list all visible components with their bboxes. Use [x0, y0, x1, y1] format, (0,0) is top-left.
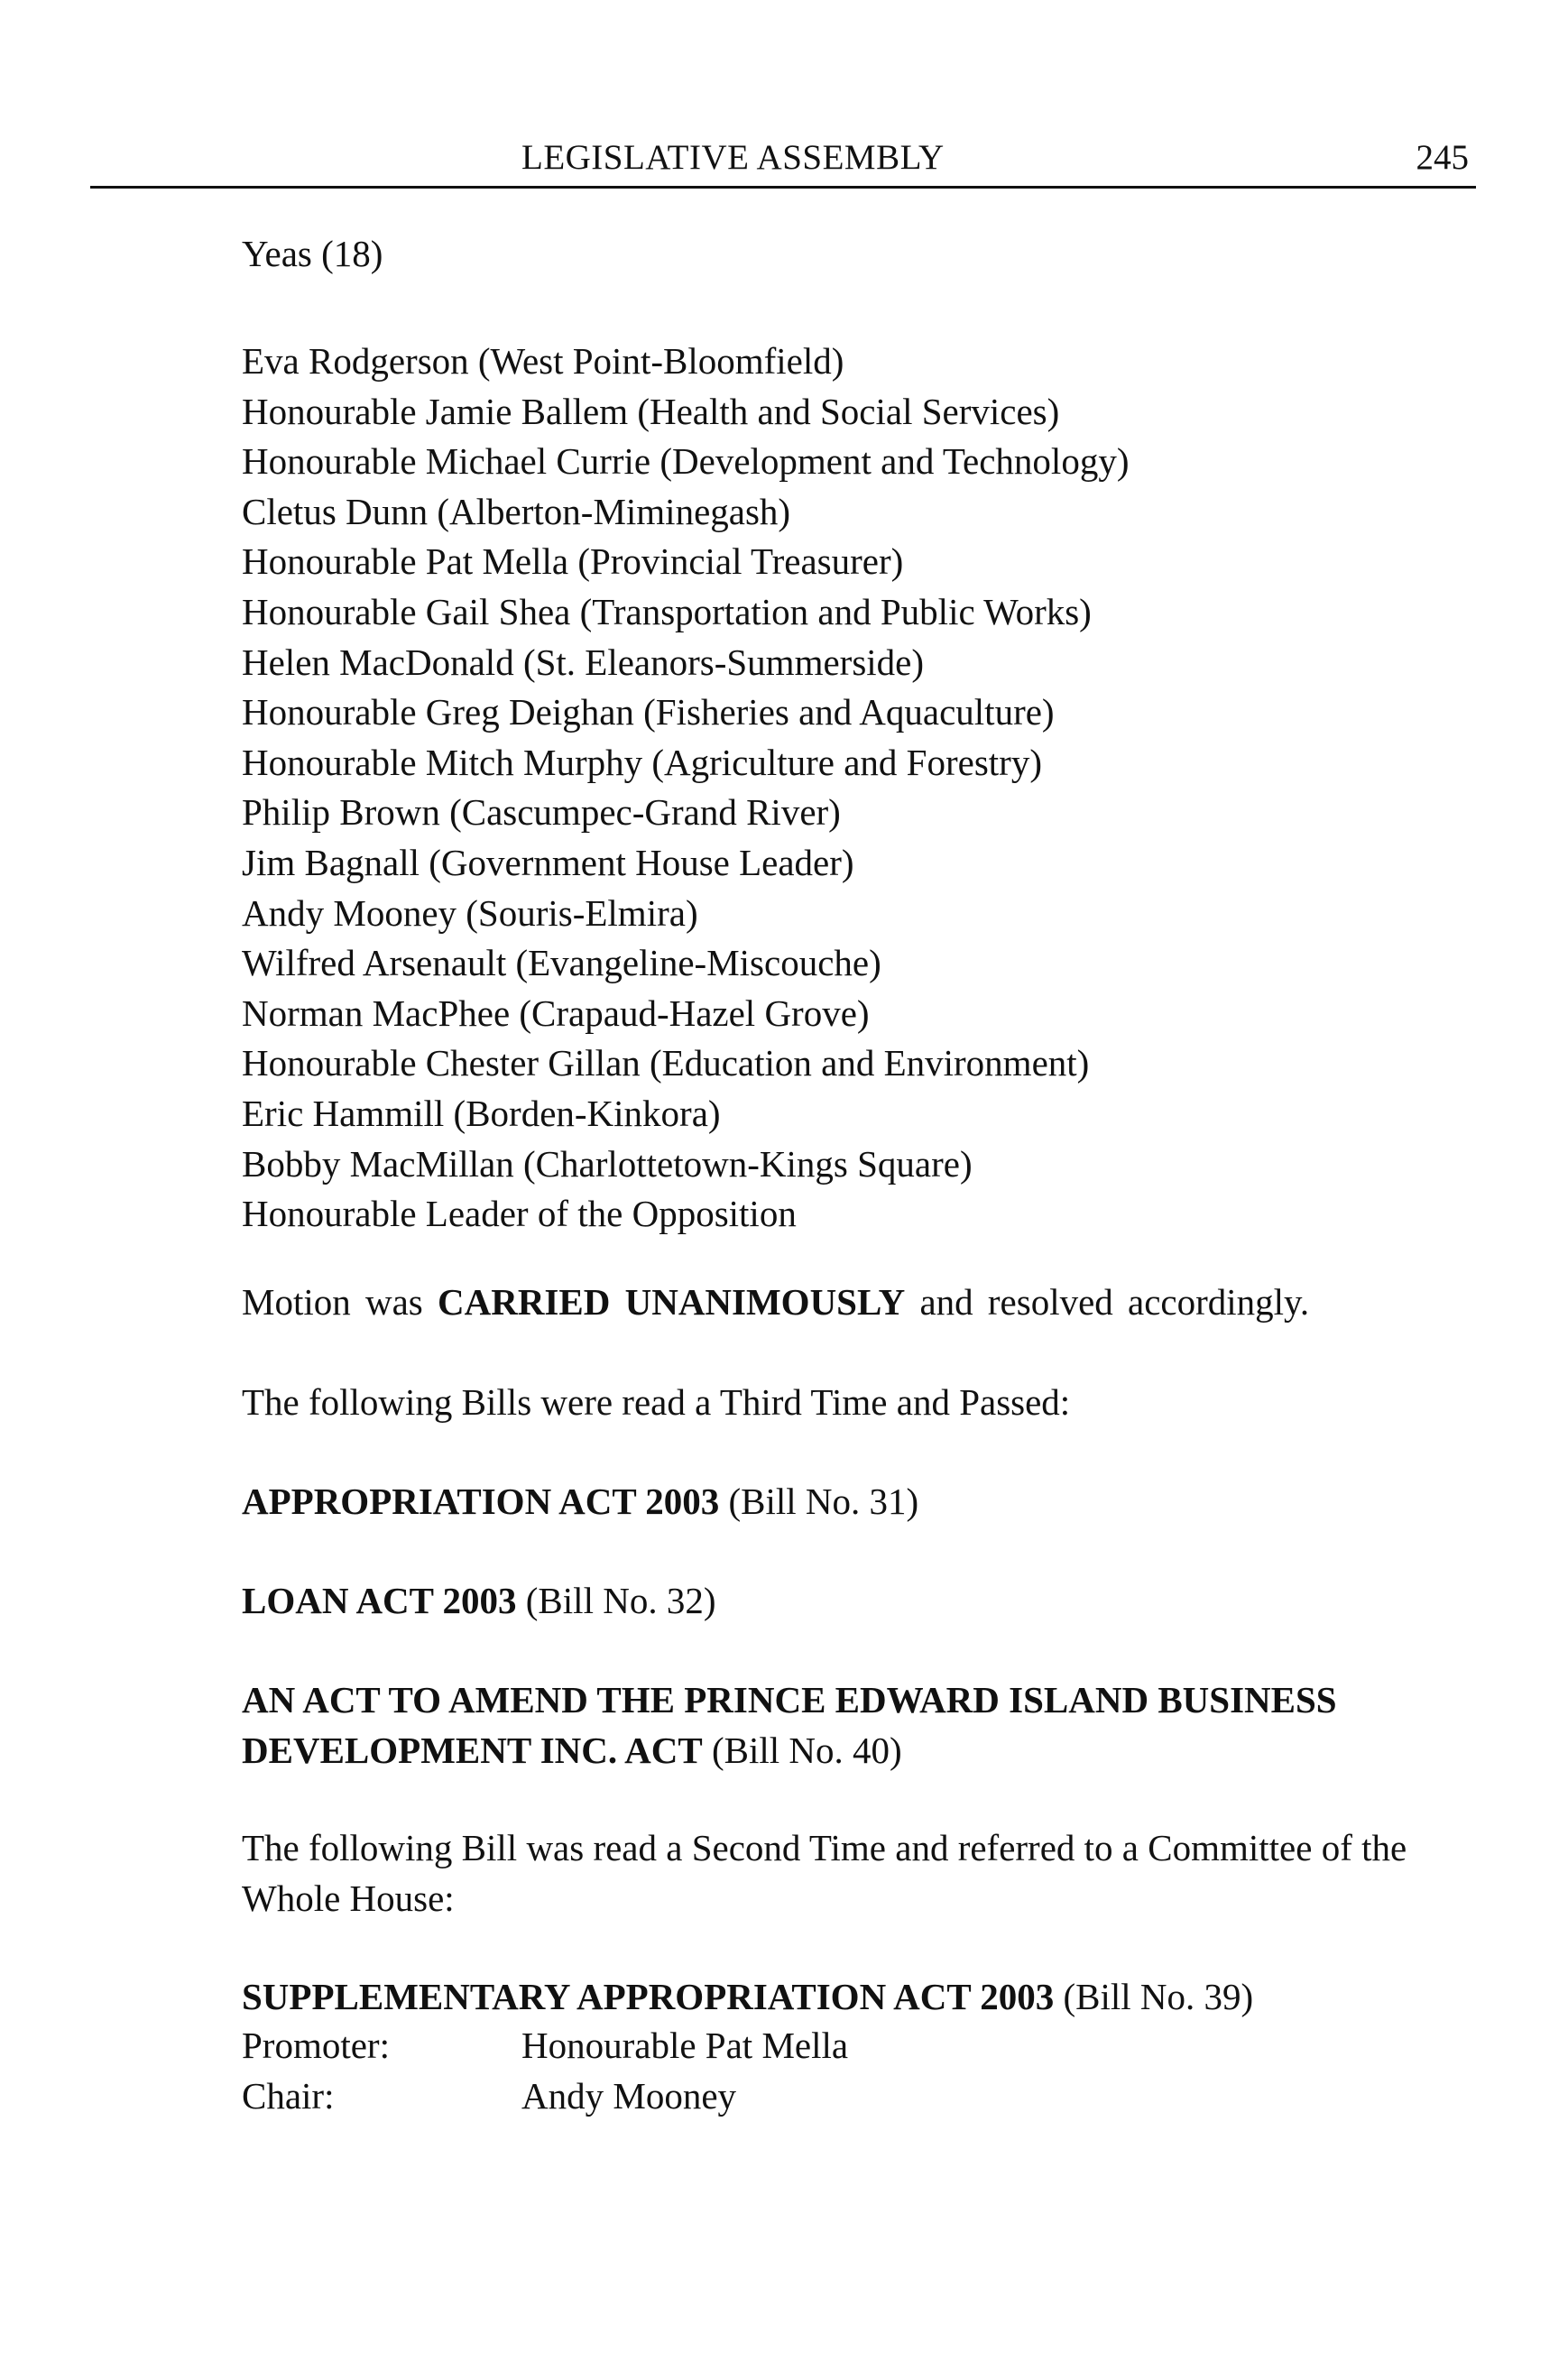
running-header-title: LEGISLATIVE ASSEMBLY	[521, 138, 945, 177]
list-item: Honourable Pat Mella (Provincial Treasurer)	[242, 540, 904, 583]
bill-title: AN ACT TO AMEND THE PRINCE EDWARD ISLAND BUSINESS DEVELOPMENT INC. ACT	[242, 1679, 1337, 1771]
bill-entry	[242, 1674, 1469, 1776]
promoter-label: Promoter:	[242, 2025, 390, 2066]
chair-name: Andy Mooney	[521, 2075, 737, 2117]
list-item: Honourable Leader of the Opposition	[242, 1193, 797, 1235]
list-item: Honourable Chester Gillan (Education and Environment)	[242, 1042, 1090, 1084]
page-number: 245	[1416, 138, 1469, 177]
motion-suffix: and resolved accordingly.	[919, 1281, 1310, 1323]
list-item: Wilfred Arsenault (Evangeline-Miscouche)	[242, 942, 881, 984]
promoter-row	[242, 2020, 848, 2071]
list-item: Eric Hammill (Borden-Kinkora)	[242, 1092, 721, 1134]
bill-title: APPROPRIATION ACT 2003	[242, 1481, 720, 1522]
bill-entry	[242, 1476, 918, 1527]
bill-title: LOAN ACT 2003	[242, 1580, 517, 1621]
list-item: Jim Bagnall (Government House Leader)	[242, 841, 854, 883]
bill-number: (Bill No. 40)	[711, 1730, 902, 1771]
bill-title: SUPPLEMENTARY APPROPRIATION ACT 2003	[242, 1976, 1055, 2017]
list-item: Norman MacPhee (Crapaud-Hazel Grove)	[242, 992, 870, 1034]
list-item: Bobby MacMillan (Charlottetown-Kings Square)	[242, 1142, 973, 1185]
promoter-name: Honourable Pat Mella	[521, 2025, 849, 2066]
list-item: Honourable Mitch Murphy (Agriculture and Forestry)	[242, 741, 1042, 783]
list-item: Eva Rodgerson (West Point-Bloomfield)	[242, 340, 844, 382]
list-item: Cletus Dunn (Alberton-Miminegash)	[242, 490, 791, 532]
page-header	[90, 135, 1476, 189]
second-reading-intro: The following Bill was read a Second Time and referred to a Committee of the Whole House:	[242, 1827, 1407, 1919]
bill-number: (Bill No. 31)	[728, 1481, 919, 1522]
bill-entry	[242, 1971, 1253, 2022]
motion-outcome: CARRIED UNANIMOUSLY	[438, 1281, 906, 1323]
yeas-list	[242, 337, 1129, 1240]
list-item: Honourable Greg Deighan (Fisheries and Aquaculture)	[242, 691, 1055, 733]
list-item: Honourable Jamie Ballem (Health and Social Services)	[242, 390, 1060, 432]
list-item: Honourable Gail Shea (Transportation and Public Works)	[242, 590, 1092, 632]
chair-row	[242, 2071, 736, 2121]
chair-label: Chair:	[242, 2075, 335, 2117]
list-item: Honourable Michael Currie (Development and Technology)	[242, 440, 1130, 483]
list-item: Andy Mooney (Souris-Elmira)	[242, 891, 698, 934]
yeas-heading: Yeas (18)	[242, 233, 383, 274]
list-item: Helen MacDonald (St. Eleanors-Summerside)	[242, 641, 925, 683]
list-item: Philip Brown (Cascumpec-Grand River)	[242, 791, 841, 834]
motion-result	[242, 1277, 1309, 1327]
motion-prefix: Motion was	[242, 1281, 423, 1323]
bill-number: (Bill No. 32)	[525, 1580, 716, 1621]
bill-number: (Bill No. 39)	[1063, 1976, 1254, 2017]
bill-entry	[242, 1575, 715, 1626]
third-reading-intro: The following Bills were read a Third Time and Passed:	[242, 1381, 1071, 1423]
